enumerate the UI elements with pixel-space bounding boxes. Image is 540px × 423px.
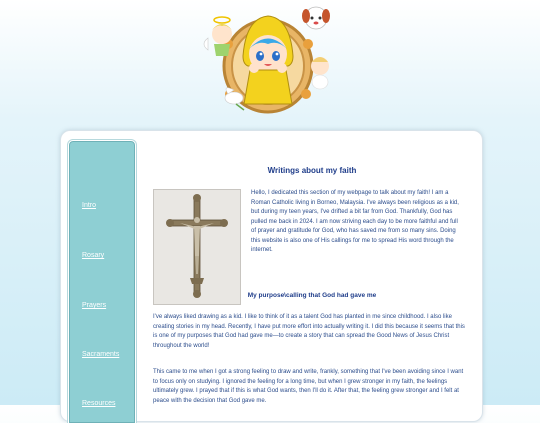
calling-paragraph: This came to me when I got a strong feeling to draw and write, frankly, something that I've been avoiding since I want to focus only on studying. I ignored the feeling for a long time, but when I grew stronger in my faith, the feelings ultimately grew. I prayed that if this is what God wants, then I'll do it. After that, the feeling grew stronger and I felt at peace with the decision that God gave me. [153,369,464,404]
content-area [151,131,473,421]
sidebar-link-resources[interactable]: Resources [82,400,116,407]
sidebar-link-intro[interactable]: Intro [82,202,97,209]
crucifix-icon [154,190,240,304]
sidebar-nav [69,141,135,423]
header-mascot-illustration [198,4,338,124]
cherub-icon [311,57,329,89]
sidebar-link-sacraments[interactable]: Sacraments [82,351,120,358]
sidebar-link-prayers[interactable]: Prayers [82,302,107,309]
puppy-icon [302,7,330,29]
mascot-girl-icon [243,16,293,104]
crucifix-photo [153,189,241,305]
section-heading-purpose: My purpose\calling that God had gave me [247,292,377,299]
drawing-paragraph: I've always liked drawing as a kid. I like to think of it as a talent God has planted in me since childhood. I also like creating stories in my head. Recently, I have put more effort into actually writing it. I did this because it seems that this is one of my purposes that God had gave me—to create a story that can spread the Good News of Jesus Christ throughout the world! [153,314,465,349]
main-content-card [60,130,483,422]
intro-paragraph: Hello, I dedicated this section of my webpage to talk about my faith! I am a Roman Catholic living in Borneo, Malaysia. I've always been religious as a kid, but during my teen years, I've drifted a bit far from God. Thankfully, God has pulled me back in 2024. I am now striving each day to be more faithful and full of prayer and gratitude for God, who has saved me from so many sins. Doing this website is also one of His callings for me to spread His word through the internet. [251,190,459,253]
page-title: Writings about my faith [267,166,357,175]
angel-icon [204,17,232,56]
sidebar-link-rosary[interactable]: Rosary [82,252,105,259]
